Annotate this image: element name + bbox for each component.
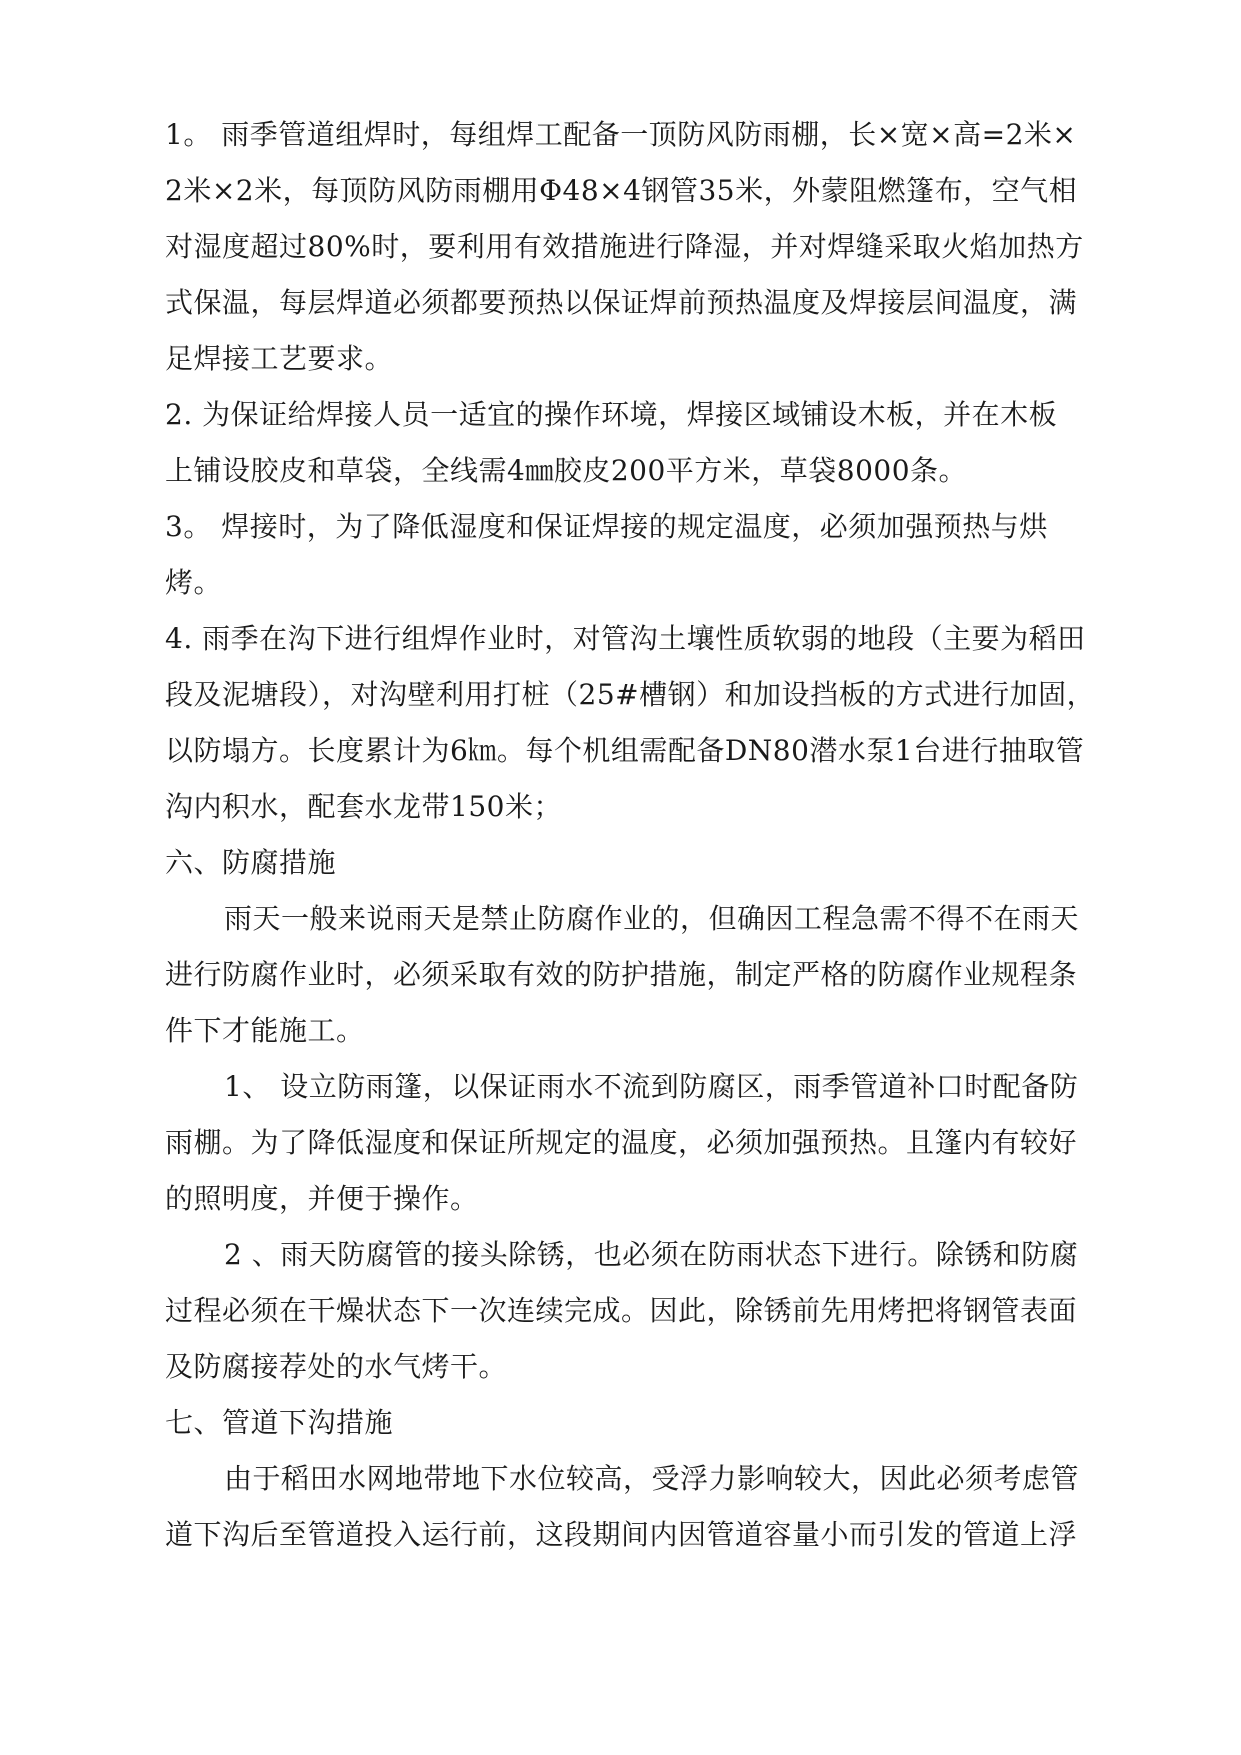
text-line: 3。 焊接时，为了降低湿度和保证焊接的规定温度，必须加强预热与烘	[165, 510, 1048, 543]
text-line: 道下沟后至管道投入运行前，这段期间内因管道容量小而引发的管道上浮	[165, 1518, 1078, 1551]
text-line: 由于稻田水网地带地下水位较高，受浮力影响较大，因此必须考虑管	[224, 1462, 1080, 1495]
text-line: 2米×2米，每顶防风防雨棚用Φ48×4钢管35米，外蒙阻燃篷布，空气相	[165, 174, 1078, 207]
text-line: 件下才能施工。	[165, 1014, 365, 1047]
text-line: 2. 为保证给焊接人员一适宜的操作环境，焊接区域铺设木板，并在木板	[165, 398, 1058, 431]
text-line: 以防塌方。长度累计为6㎞。每个机组需配备DN80潜水泵1台进行抽取管	[165, 734, 1085, 767]
text-line: 雨棚。为了降低湿度和保证所规定的温度，必须加强预热。且篷内有较好	[165, 1126, 1078, 1159]
text-line: 2 、雨天防腐管的接头除锈，也必须在防雨状态下进行。除锈和防腐	[224, 1238, 1079, 1271]
text-line: 式保温，每层焊道必须都要预热以保证焊前预热温度及焊接层间温度，满	[165, 286, 1078, 319]
text-line: 4. 雨季在沟下进行组焊作业时，对管沟土壤性质软弱的地段（主要为稻田	[165, 622, 1086, 655]
section-heading: 七、管道下沟措施	[165, 1406, 394, 1439]
text-line: 1、 设立防雨篷，以保证雨水不流到防腐区，雨季管道补口时配备防	[224, 1070, 1079, 1103]
text-line: 沟内积水，配套水龙带150米；	[165, 790, 562, 823]
text-line: 的照明度，并便于操作。	[165, 1182, 479, 1215]
text-line: 过程必须在干燥状态下一次连续完成。因此，除锈前先用烤把将钢管表面	[165, 1294, 1078, 1327]
text-line: 1。 雨季管道组焊时，每组焊工配备一顶防风防雨棚，长×宽×高=2米×	[165, 118, 1077, 151]
text-line: 及防腐接荐处的水气烤干。	[165, 1350, 508, 1383]
text-line: 对湿度超过80%时，要利用有效措施进行降湿，并对焊缝采取火焰加热方	[165, 230, 1084, 263]
text-line: 烤。	[165, 566, 223, 599]
section-heading: 六、防腐措施	[165, 846, 337, 879]
text-line: 上铺设胶皮和草袋，全线需4㎜胶皮200平方米，草袋8000条。	[165, 454, 968, 487]
text-line: 段及泥塘段），对沟壁利用打桩（25#槽钢）和加设挡板的方式进行加固，	[165, 678, 1096, 711]
text-line: 雨天一般来说雨天是禁止防腐作业的，但确因工程急需不得不在雨天	[224, 902, 1080, 935]
text-line: 进行防腐作业时，必须采取有效的防护措施，制定严格的防腐作业规程条	[165, 958, 1078, 991]
text-line: 足焊接工艺要求。	[165, 342, 394, 375]
